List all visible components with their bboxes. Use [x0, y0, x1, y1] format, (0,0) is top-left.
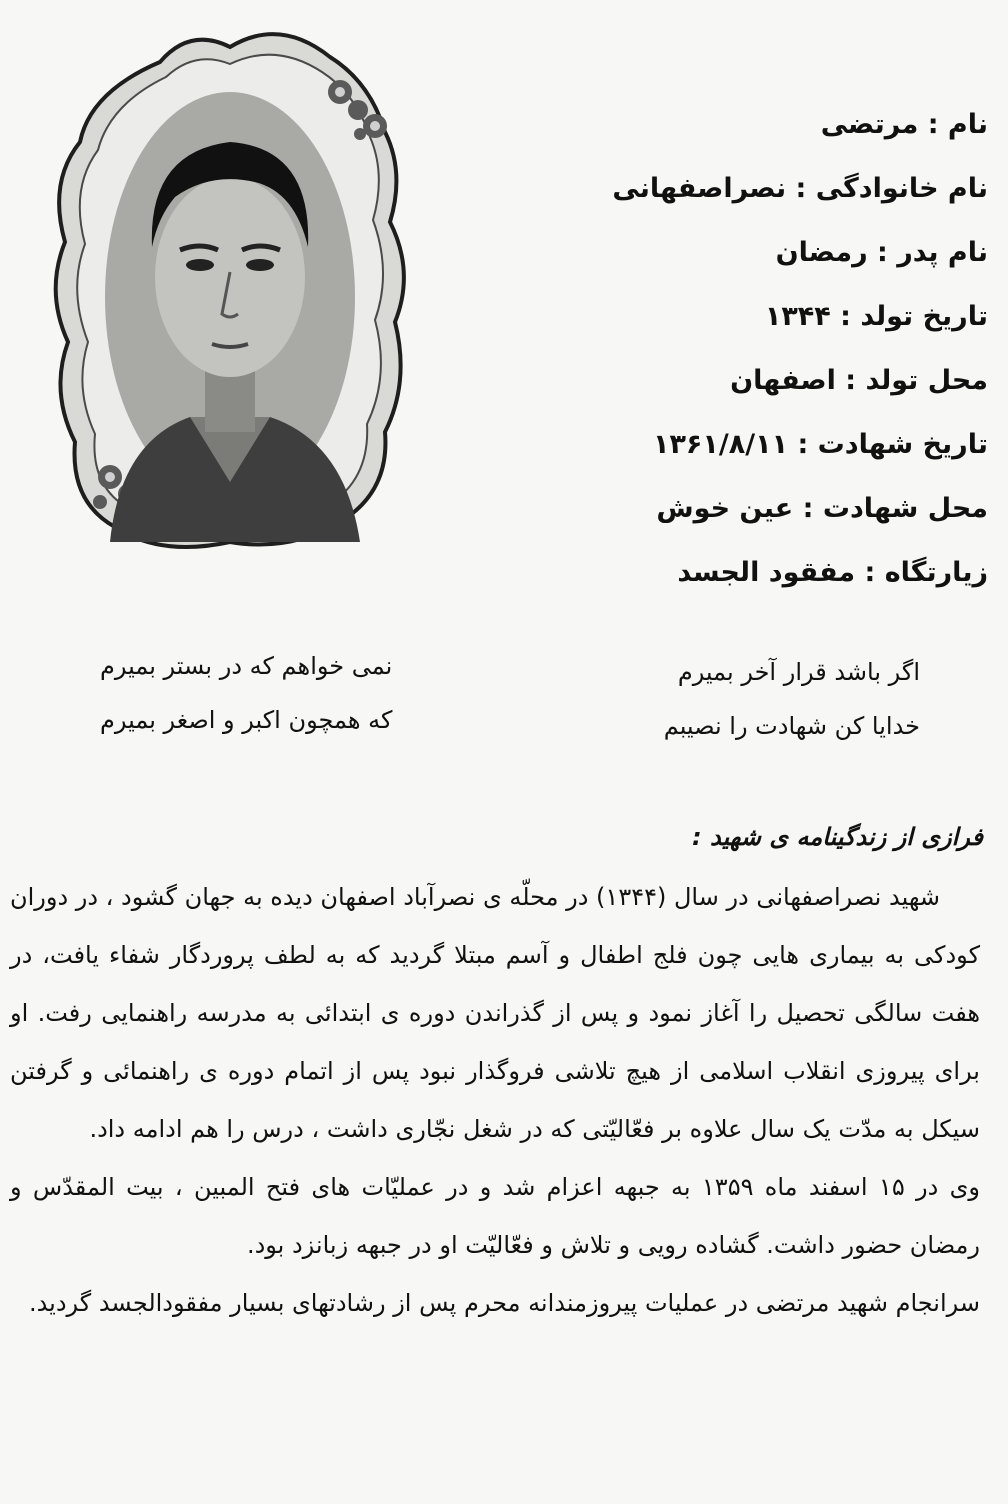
field-value: عین خوش [656, 493, 794, 524]
poem-verse: اگر باشد قرار آخر بمیرم [677, 658, 920, 686]
field-value: اصفهان [730, 365, 836, 396]
biography-title: فرازی از زندگینامه ی شهید : [692, 823, 983, 851]
biography-paragraph: سرانجام شهید مرتضی در عملیات پیروزمندانه محرم پس از رشادتهای بسیار مفقودالجسد گردید. [28, 1289, 980, 1317]
field-value: ۱۳۶۱/۸/۱۱ [652, 429, 789, 460]
portrait-photo [40, 22, 420, 562]
profile-field [428, 164, 988, 228]
field-value: ۱۳۴۴ [764, 301, 831, 332]
field-value: مرتضی [820, 109, 919, 140]
profile-field [428, 356, 988, 420]
profile-field [428, 228, 988, 292]
profile-field [428, 100, 988, 164]
field-label: نام خانوادگی : [786, 173, 988, 204]
field-label: تاریخ تولد : [831, 301, 988, 332]
field-value: رمضان [775, 237, 868, 268]
field-value: نصراصفهانی [612, 173, 787, 204]
poem-verse: نمی خواهم که در بستر بمیرم [100, 652, 393, 680]
profile-field [428, 548, 988, 612]
ornamental-frame [40, 22, 420, 562]
biography-body [10, 868, 980, 1332]
profile-info-list [428, 100, 988, 612]
field-label: نام پدر : [868, 237, 988, 268]
field-label: محل شهادت : [793, 493, 988, 524]
profile-field [428, 420, 988, 484]
poem-verse: که همچون اکبر و اصغر بمیرم [100, 706, 393, 734]
poem-block [90, 650, 920, 770]
profile-field [428, 292, 988, 356]
biography-paragraph: وی در ۱۵ اسفند ماه ۱۳۵۹ به جبهه اعزام شد و در عملیّات های فتح المبین ، بیت المقدّس و رمضان حضور داشت. گشاده رویی و تلاش و فعّالیّت او در جبهه زبانزد بود. [10, 1173, 980, 1259]
field-label: محل تولد : [836, 365, 988, 396]
field-label: تاریخ شهادت : [788, 429, 988, 460]
profile-field [428, 484, 988, 548]
field-value: مفقود الجسد [677, 557, 856, 588]
field-label: زیارتگاه : [855, 557, 988, 588]
poem-verse: خدایا کن شهادت را نصیبم [663, 712, 920, 740]
field-label: نام : [918, 109, 988, 140]
biography-paragraph: شهید نصراصفهانی در سال (۱۳۴۴) در محلّه ی نصرآباد اصفهان دیده به جهان گشود ، در دوران کودکی به بیماری هایی چون فلج اطفال و آسم مبتلا گردید که به لطف پروردگار شفاء یافت، در هفت سالگی تحصیل را آغاز نمود و پس از گذراندن دوره ی ابتدائی به مدرسه راهنمایی رفت. او برای پیروزی انقلاب اسلامی از هیچ تلاشی فروگذار نبود پس از اتمام دوره ی راهنمائی و گرفتن سیکل به مدّت یک سال علاوه بر فعّالیّتی که در شغل نجّاری داشت ، درس را هم ادامه داد. [9, 883, 980, 1143]
